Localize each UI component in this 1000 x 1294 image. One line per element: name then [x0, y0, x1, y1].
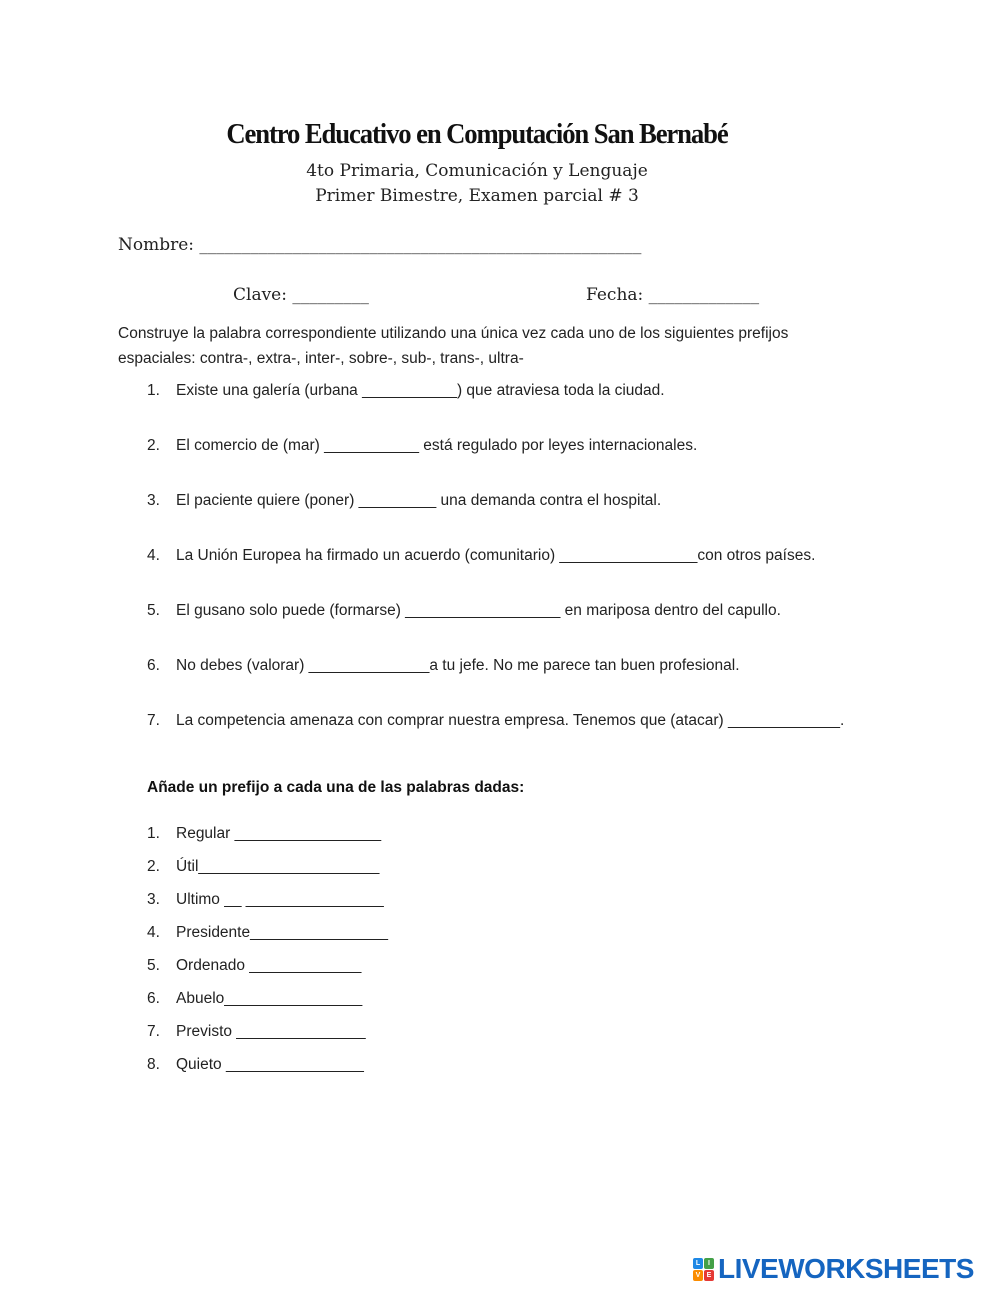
question-number: 5. — [147, 602, 160, 619]
question-item[interactable] — [147, 437, 947, 492]
question-number: 2. — [147, 437, 160, 454]
logo-square: E — [704, 1270, 714, 1281]
question-list — [147, 382, 947, 767]
prefix-text: Previsto _______________ — [176, 1023, 366, 1040]
logo-square: I — [704, 1258, 714, 1269]
prefix-item[interactable] — [147, 825, 947, 858]
liveworksheets-logo-text: LIVEWORKSHEETS — [718, 1253, 974, 1284]
question-number: 3. — [147, 492, 160, 509]
prefix-number: 2. — [147, 858, 160, 875]
question-item[interactable] — [147, 657, 947, 712]
question-number: 6. — [147, 657, 160, 674]
prefix-item[interactable] — [147, 990, 947, 1023]
section2-heading: Añade un prefijo a cada una de las palabras dadas: — [147, 779, 525, 796]
prefix-item[interactable] — [147, 1023, 947, 1056]
prefix-number: 7. — [147, 1023, 160, 1040]
prefix-list — [147, 825, 947, 1089]
prefix-number: 1. — [147, 825, 160, 842]
prefix-item[interactable] — [147, 957, 947, 990]
liveworksheets-logo — [693, 1254, 974, 1284]
prefix-item[interactable] — [147, 924, 947, 957]
name-field[interactable]: Nombre: ____________________________________________________ — [118, 235, 642, 255]
subtitle-exam: Primer Bimestre, Examen parcial # 3 — [315, 186, 639, 206]
prefix-text: Regular _________________ — [176, 825, 382, 842]
logo-square: L — [693, 1258, 703, 1269]
instructions-text: Construye la palabra correspondiente utilizando una única vez cada uno de los siguientes prefijos espaciales: contra-, extra-, inter-, sobre-, sub-, trans-, ultra- — [118, 325, 789, 367]
question-text: No debes (valorar) ______________a tu jefe. No me parece tan buen profesional. — [176, 657, 740, 674]
prefix-number: 3. — [147, 891, 160, 908]
prefix-text: Útil_____________________ — [176, 858, 380, 875]
question-text: La Unión Europea ha firmado un acuerdo (comunitario) ________________con otros países. — [176, 547, 816, 564]
question-text: El paciente quiere (poner) _________ una demanda contra el hospital. — [176, 492, 662, 509]
question-number: 7. — [147, 712, 160, 729]
prefix-text: Ultimo __ ________________ — [176, 891, 384, 908]
subtitle-course: 4to Primaria, Comunicación y Lenguaje — [306, 161, 648, 181]
prefix-text: Presidente________________ — [176, 924, 389, 941]
prefix-text: Abuelo________________ — [176, 990, 363, 1007]
question-number: 1. — [147, 382, 160, 399]
prefix-number: 8. — [147, 1056, 160, 1073]
date-field[interactable]: Fecha: _____________ — [586, 285, 760, 305]
question-item[interactable] — [147, 602, 947, 657]
code-field[interactable]: Clave: _________ — [233, 285, 369, 305]
question-number: 4. — [147, 547, 160, 564]
question-item[interactable] — [147, 492, 947, 547]
question-item[interactable] — [147, 382, 947, 437]
prefix-item[interactable] — [147, 891, 947, 924]
prefix-number: 5. — [147, 957, 160, 974]
question-text: El comercio de (mar) ___________ está regulado por leyes internacionales. — [176, 437, 698, 454]
question-item[interactable] — [147, 547, 947, 602]
prefix-text: Ordenado _____________ — [176, 957, 362, 974]
prefix-text: Quieto ________________ — [176, 1056, 364, 1073]
prefix-item[interactable] — [147, 1056, 947, 1089]
prefix-number: 4. — [147, 924, 160, 941]
question-text: Existe una galería (urbana ___________) que atraviesa toda la ciudad. — [176, 382, 665, 399]
prefix-item[interactable] — [147, 858, 947, 891]
logo-square: V — [693, 1270, 703, 1281]
prefix-number: 6. — [147, 990, 160, 1007]
question-item[interactable] — [147, 712, 947, 767]
question-text: El gusano solo puede (formarse) __________________ en mariposa dentro del capullo. — [176, 602, 781, 619]
question-text: La competencia amenaza con comprar nuestra empresa. Tenemos que (atacar) _____________. — [176, 712, 845, 729]
document-title: Centro Educativo en Computación San Bernabé — [226, 118, 728, 150]
liveworksheets-logo-icon — [693, 1258, 714, 1281]
